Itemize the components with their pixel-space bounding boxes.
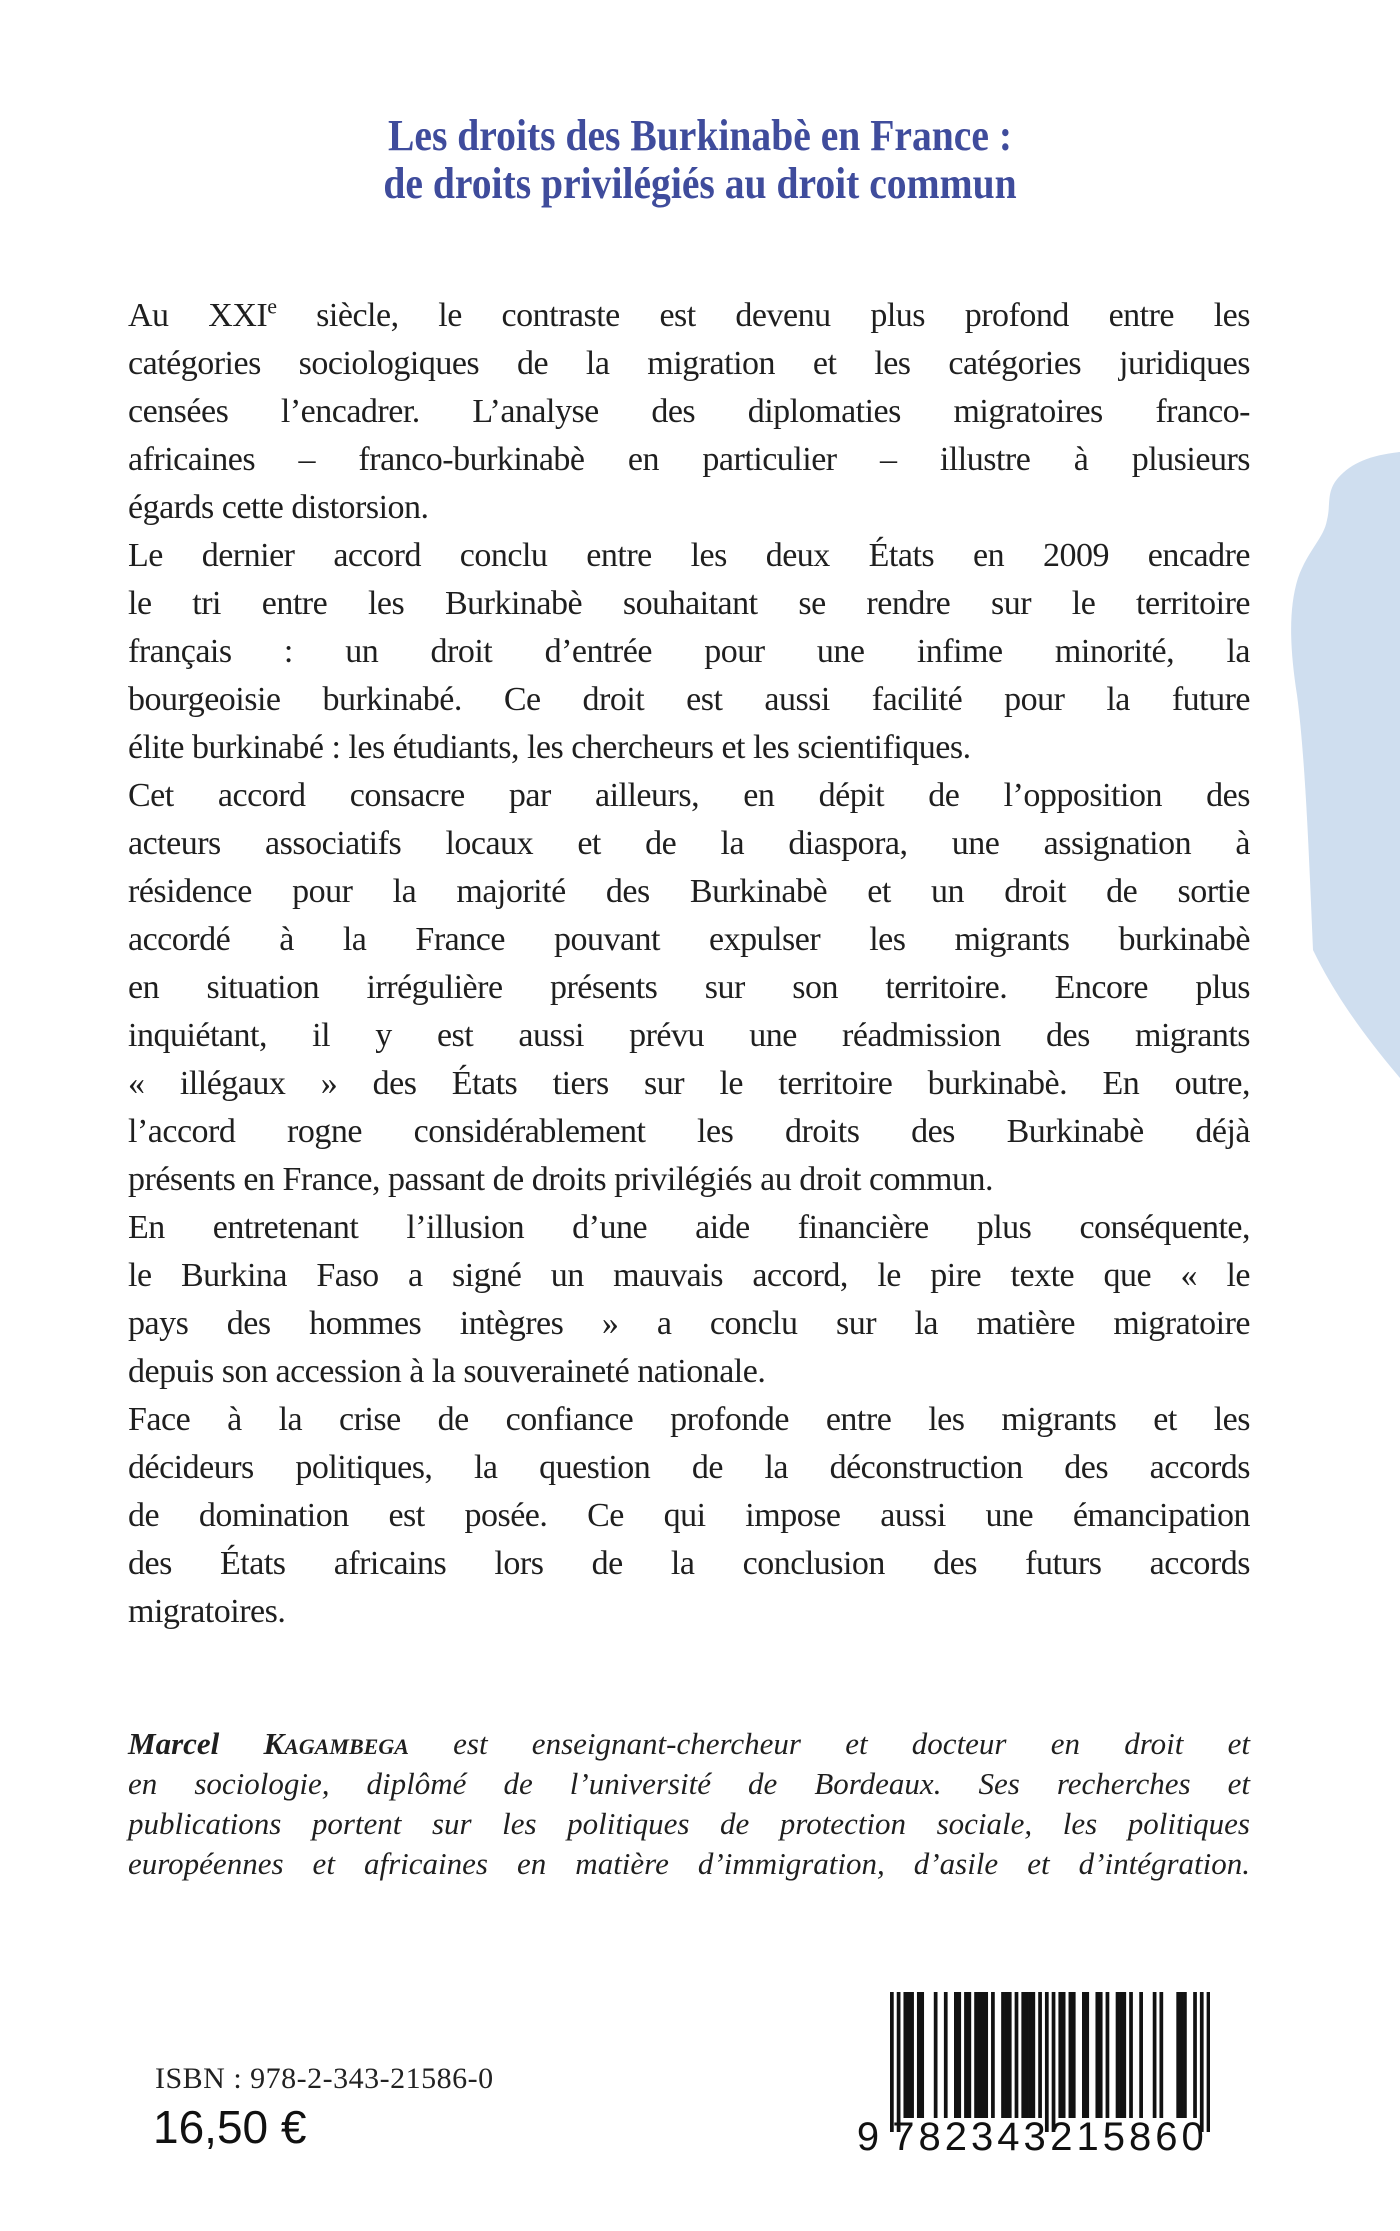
isbn-text: ISBN : 978-2-343-21586-0 [155,2062,494,2095]
body-line: présents en France, passant de droits privilégiés au droit commun. [128,1161,993,1198]
bio-line: Marcel Kagambega est enseignant-chercheur et docteur en droit et [128,1726,1250,1761]
body-line: censées l’encadrer. L’analyse des diplomaties migratoires franco- [128,393,1250,430]
body-line: bourgeoisie burkinabé. Ce droit est aussi facilité pour la future [128,681,1250,718]
body-line: le Burkina Faso a signé un mauvais accord, le pire texte que « le [128,1257,1250,1294]
body-line: élite burkinabé : les étudiants, les chercheurs et les scientifiques. [128,729,971,766]
body-line: catégories sociologiques de la migration et les catégories juridiques [128,345,1250,382]
body-line: pays des hommes intègres » a conclu sur la matière migratoire [128,1305,1250,1342]
body-line: En entretenant l’illusion d’une aide financière plus conséquente, [128,1209,1250,1246]
body-line: migratoires. [128,1593,286,1630]
title-line-1: Les droits des Burkinabè en France : [387,111,1013,160]
body-line: l’accord rogne considérablement les droits des Burkinabè déjà [128,1113,1250,1150]
barcode-digits: 9 [856,2115,880,2159]
author-bio [128,1724,1250,1884]
price-text: 16,50 € [153,2101,307,2153]
back-cover-text [128,292,1250,1636]
body-line: des États africains lors de la conclusion des futurs accords [128,1545,1250,1582]
author-last-name: Kagambega [263,1726,409,1761]
body-line: depuis son accession à la souveraineté nationale. [128,1353,766,1390]
body-line: décideurs politiques, la question de la déconstruction des accords [128,1449,1250,1486]
body-line: résidence pour la majorité des Burkinabè et un droit de sortie [128,873,1250,910]
body-line: « illégaux » des États tiers sur le territoire burkinabè. En outre, [128,1065,1250,1102]
decorative-blob [1280,440,1400,1090]
body-line: Le dernier accord conclu entre les deux États en 2009 encadre [128,537,1250,574]
body-line: égards cette distorsion. [128,489,429,526]
title-line-2: de droits privilégiés au droit commun [383,159,1017,208]
barcode [850,1992,1210,2160]
body-line: le tri entre les Burkinabè souhaitant se rendre sur le territoire [128,585,1250,622]
barcode-digits: 782343 [892,2115,1050,2159]
body-line: accordé à la France pouvant expulser les migrants burkinabè [128,921,1250,958]
body-line: inquiétant, il y est aussi prévu une réadmission des migrants [128,1017,1250,1054]
body-line: Au XXIe siècle, le contraste est devenu plus profond entre les [128,293,1250,334]
body-line: Cet accord consacre par ailleurs, en dépit de l’opposition des [128,777,1250,814]
book-title [0,112,1400,208]
body-line: acteurs associatifs locaux et de la diaspora, une assignation à [128,825,1250,862]
author-first-name: Marcel [128,1726,264,1761]
bio-line: européennes et africaines en matière d’immigration, d’asile et d’intégration. [128,1846,1250,1881]
body-line: africaines – franco-burkinabè en particulier – illustre à plusieurs [128,441,1250,478]
body-line: de domination est posée. Ce qui impose aussi une émancipation [128,1497,1250,1534]
body-line: en situation irrégulière présents sur son territoire. Encore plus [128,969,1250,1006]
bio-line: en sociologie, diplômé de l’université de Bordeaux. Ses recherches et [128,1766,1250,1801]
body-line: français : un droit d’entrée pour une infime minorité, la [128,633,1250,670]
body-line: Face à la crise de confiance profonde entre les migrants et les [128,1401,1250,1438]
superscript-e: e [267,293,277,319]
barcode-digits: 215860 [1050,2115,1208,2159]
bio-line: publications portent sur les politiques de protection sociale, les politiques [128,1806,1250,1841]
